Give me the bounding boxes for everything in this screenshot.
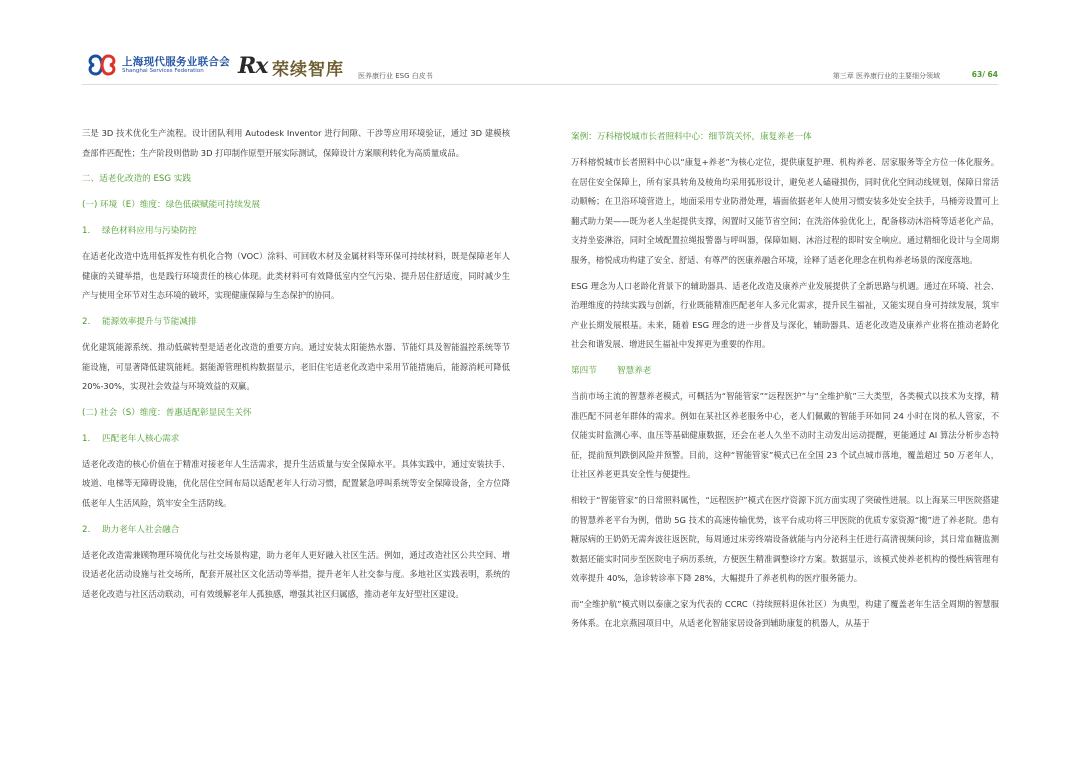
subsection-heading: (二) 社会（S）维度：普惠适配彰显民生关怀	[82, 407, 252, 418]
paragraph: 相较于“智能管家”的日常照料属性，“远程医护”模式在医疗资源下沉方面实现了突破性进展。以上海某三甲医院搭建的智慧养老平台为例，借助 5G 技术的高速传输优势，该平台成功将三甲医院的优质专家资源“搬”进了养老院。患有糖尿病的王奶奶无需奔波往返医院，每周通过床旁终端设备就能与内分泌科主任进行高清视频问诊，其日常血糖监测数据还能实时同步至医院电子病历系统，方便医生精准调整诊疗方案。数据显示，该模式使养老机构的慢性病管理有效率提升 40%，急诊转诊率下降 28%，大幅提升了养老机构的医疗服务能力。	[571, 494, 999, 584]
subsection-heading: (一) 环境（E）维度：绿色低碳赋能可持续发展	[82, 200, 261, 211]
page-number: 63/ 64	[971, 70, 998, 79]
paragraph: 适老化改造需兼顾物理环境优化与社交场景构建，助力老年人更好融入社区生活。例如，通过改造社区公共空间、增设适老化活动设施与社交场所，配套开展社区文化活动等举措，提升老年人社交参与度。多地社区实践表明，系统的适老化改造与社区活动联动，可有效缓解老年人孤独感，增强其社区归属感，推动老年友好型社区建设。	[82, 549, 510, 599]
section-number: 第四节	[571, 365, 597, 376]
brand-name: 荣续智库	[272, 60, 344, 80]
heading-number: 1.	[82, 433, 91, 444]
chapter-title: 第三章 医养康行业的主要细分领域	[832, 72, 940, 80]
case-heading: 案例：万科榕悦城市长者照料中心：细节筑关怀，康复养老一体	[571, 132, 812, 142]
header-divider	[82, 84, 998, 85]
heading-number: 2.	[82, 316, 91, 327]
heading-number: 1.	[82, 226, 91, 237]
paragraph: 而“全维护航”模式则以泰康之家为代表的 CCRC（持续照料退休社区）为典型，构建了覆盖老年生活全周期的智慧服务体系。在北京燕园项目中，从适老化智能家居设备到辅助康复的机器人，从基于	[571, 598, 999, 629]
paragraph: 在适老化改造中选用低挥发性有机化合物（VOC）涂料、可回收木材及金属材料等环保可持续材料，既是保障老年人健康的关键举措，也是践行环境责任的核心体现。此类材料可有效降低室内空气污染、提升居住舒适度，同时减少生产与使用全环节对生态环境的破坏，实现健康保障与生态保护的协同。	[82, 251, 510, 301]
org-name-en: Shanghai Services Federation	[122, 68, 204, 74]
org-name-cn: 上海现代服务业联合会	[122, 56, 230, 68]
numbered-heading	[82, 312, 510, 332]
paragraph: 万科榕悦城市长者照料中心以“康复+养老”为核心定位，提供康复护理、机构养老、居家服务等全方位一体化服务。在居住安全保障上，所有家具转角及棱角均采用弧形设计，避免老人磕碰损伤，同时优化空间动线规划，保障日常活动顺畅；在卫浴环境营造上，地面采用专业防滑处理，墙面依据老年人使用习惯安装多处安全扶手，马桶旁设置可上翻式助力架——既为老人坐起提供支撑，闲置时又能节省空间；在洗浴体验优化上，配备移动沐浴椅等适老化产品，支持坐姿淋浴，同时全域配置拉绳报警器与呼叫器，保障如厕、沐浴过程的即时安全响应。通过精细化设计与全周期服务，榕悦成功构建了安全、舒适、有尊严的医康养融合环境，诠释了适老化理念在机构养老场景的深度落地。	[571, 157, 999, 265]
paragraph: 三是 3D 技术优化生产流程。设计团队利用 Autodesk Inventor 进行间隙、干涉等应用环境验证，通过 3D 建模核查部件匹配性；生产阶段则借助 3D 打印制作原型开展实际测试，保障设计方案顺利转化为高质量成品。	[82, 128, 510, 158]
shanghai-services-federation-logo-icon	[86, 52, 118, 78]
right-column	[571, 124, 999, 640]
heading-text: 匹配老年人核心需求	[102, 433, 180, 444]
heading-number: 2.	[82, 524, 91, 535]
page-header	[0, 0, 1080, 96]
heading-text: 绿色材料应用与污染防控	[102, 226, 197, 237]
brand-logo-mark: Rx	[238, 53, 268, 79]
heading-text: 助力老年人社会融合	[102, 524, 180, 535]
numbered-heading	[82, 520, 510, 540]
numbered-heading	[82, 429, 510, 449]
paragraph: 当前市场主流的智慧养老模式，可概括为“智能管家”“远程医护”与“全维护航”三大类型，各类模式以技术为支撑，精准匹配不同老年群体的需求。例如在某社区养老服务中心，老人们佩戴的智能手环如同 24 小时在岗的私人管家，不仅能实时监测心率、血压等基础健康数据，还会在老人久坐不动时主动发出运动提醒，更能通过 AI 算法分析步态特征，提前预判跌倒风险并预警。目前，这种“智能管家”模式已在全国 23 个试点城市落地，覆盖超过 50 万老年人，让社区养老更具安全性与便捷性。	[571, 390, 999, 480]
numbered-heading	[82, 221, 510, 241]
heading-text: 能源效率提升与节能减排	[102, 316, 197, 327]
section-title: 智慧养老	[617, 365, 652, 376]
paragraph: 优化建筑能源系统、推动低碳转型是适老化改造的重要方向。通过安装太阳能热水器、节能灯具及智能温控系统等节能设施，可显著降低建筑能耗。据能源管理机构数据显示，老旧住宅适老化改造中采用节能措施后，能源消耗可降低 20%-30%，实现社会效益与环境效益的双赢。	[82, 341, 510, 392]
paragraph: 适老化改造的核心价值在于精准对接老年人生活需求，提升生活质量与安全保障水平。具体实践中，通过安装扶手、坡道、电梯等无障碍设施，优化居住空间布局以适配老年人行动习惯，配置紧急呼叫系统等安全保障设备，全方位降低老年人生活风险，筑牢安全生活防线。	[82, 458, 510, 508]
document-title: 医养康行业 ESG 白皮书	[358, 72, 433, 80]
paragraph: ESG 理念为人口老龄化背景下的辅助器具、适老化改造及康养产业发展提供了全新思路与机遇。通过在环境、社会、治理维度的持续实践与创新，行业既能精准匹配老年人多元化需求，提升民生福祉，又能实现自身可持续发展，筑牢产业长期发展根基。未来，随着 ESG 理念的进一步普及与深化，辅助器具、适老化改造及康养产业将在推动老龄化社会和谐发展、增进民生福祉中发挥更为重要的作用。	[571, 280, 999, 350]
left-column	[82, 124, 510, 610]
section-heading	[571, 361, 999, 381]
section-heading: 二、适老化改造的 ESG 实践	[82, 174, 191, 185]
